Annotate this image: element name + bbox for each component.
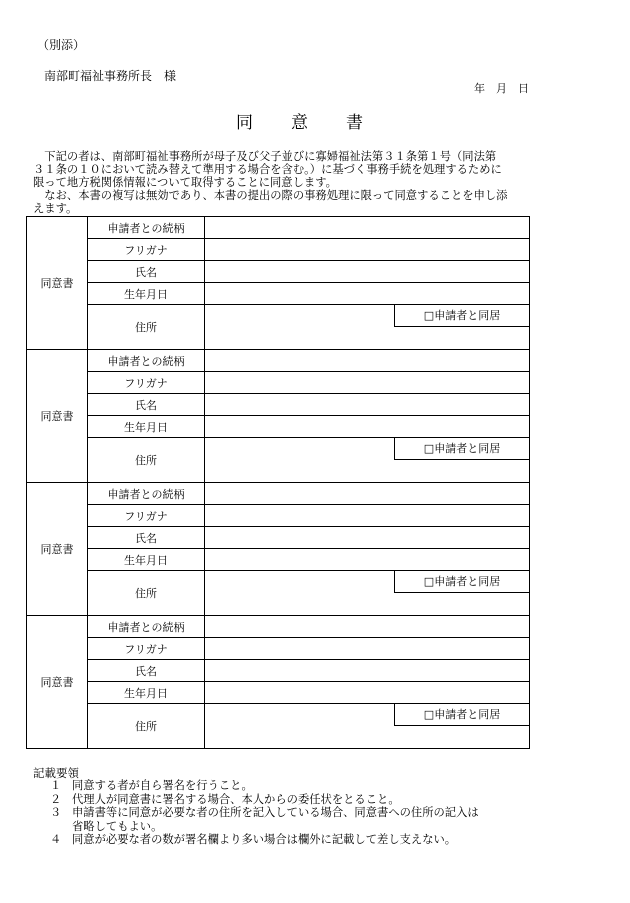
row-label-relationship: 申請者との続柄 — [88, 483, 205, 505]
page-title: 同意書 — [236, 113, 401, 133]
row-label-furigana: フリガナ — [88, 638, 205, 660]
field-address[interactable] — [205, 305, 530, 350]
note-text: 申請書等に同意が必要な者の住所を記入している場合、同意書への住所の記入は 省略してもよい。 — [72, 806, 479, 833]
group-label: 同意書 — [27, 217, 88, 350]
field-name[interactable] — [205, 394, 530, 416]
note-number: ４ — [50, 833, 62, 846]
field-name[interactable] — [205, 660, 530, 682]
row-label-name: 氏名 — [88, 527, 205, 549]
note-number: １ — [50, 779, 62, 792]
field-relationship[interactable] — [205, 483, 530, 505]
field-address[interactable] — [205, 571, 530, 616]
field-birthdate[interactable] — [205, 549, 530, 571]
field-relationship[interactable] — [205, 217, 530, 239]
row-label-birthdate: 生年月日 — [88, 283, 205, 305]
form-row-relationship — [27, 217, 530, 239]
form-row-furigana — [27, 372, 530, 394]
form-row-name — [27, 261, 530, 283]
row-label-name: 氏名 — [88, 394, 205, 416]
form-row-furigana — [27, 505, 530, 527]
form-row-birthdate — [27, 549, 530, 571]
group-label: 同意書 — [27, 483, 88, 616]
form-row-birthdate — [27, 416, 530, 438]
note-text: 代理人が同意書に署名する場合、本人からの委任状をとること。 — [72, 792, 400, 806]
field-relationship[interactable] — [205, 616, 530, 638]
form-row-name — [27, 527, 530, 549]
date-field: 年 月 日 — [474, 82, 529, 95]
form-row-furigana — [27, 638, 530, 660]
notes-list — [33, 779, 593, 847]
field-birthdate[interactable] — [205, 283, 530, 305]
row-label-furigana: フリガナ — [88, 239, 205, 261]
field-address[interactable] — [205, 704, 530, 749]
row-label-birthdate: 生年月日 — [88, 549, 205, 571]
form-row-relationship — [27, 483, 530, 505]
field-relationship[interactable] — [205, 350, 530, 372]
note-number: ３ — [50, 806, 62, 819]
form-row-name — [27, 660, 530, 682]
row-label-address: 住所 — [88, 704, 205, 749]
field-furigana[interactable] — [205, 638, 530, 660]
field-address[interactable] — [205, 438, 530, 483]
field-birthdate[interactable] — [205, 682, 530, 704]
field-furigana[interactable] — [205, 372, 530, 394]
cohabit-checkbox[interactable]: □申請者と同居 — [394, 704, 529, 726]
row-label-furigana: フリガナ — [88, 372, 205, 394]
row-label-address: 住所 — [88, 571, 205, 616]
field-birthdate[interactable] — [205, 416, 530, 438]
note-item — [33, 806, 593, 833]
form-row-birthdate — [27, 283, 530, 305]
field-name[interactable] — [205, 261, 530, 283]
note-text: 同意が必要な者の数が署名欄より多い場合は欄外に記載して差し支えない。 — [72, 833, 457, 846]
cohabit-checkbox[interactable]: □申請者と同居 — [394, 438, 529, 460]
field-furigana[interactable] — [205, 239, 530, 261]
group-label: 同意書 — [27, 350, 88, 483]
field-name[interactable] — [205, 527, 530, 549]
form-row-address — [27, 438, 530, 483]
row-label-furigana: フリガナ — [88, 505, 205, 527]
note-text: 同意する者が自ら署名を行うこと。 — [72, 779, 253, 792]
form-row-birthdate — [27, 682, 530, 704]
row-label-address: 住所 — [88, 305, 205, 350]
consent-paragraph: 下記の者は、南部町福祉事務所が母子及び父子並びに寡婦福祉法第３１条第１号（同法第 ３１条の１０において読み替えて準用する場合を含む。）に基づく事務手続を処理するために 限って地方税関係情報について取得することに同意します。 なお、本書の複写は無効であり、本書の提出の際の事務処理に限って同意することを申し添 えます。 — [33, 150, 508, 215]
note-item — [33, 779, 593, 793]
form-row-furigana — [27, 239, 530, 261]
group-label: 同意書 — [27, 616, 88, 749]
row-label-birthdate: 生年月日 — [88, 682, 205, 704]
row-label-relationship: 申請者との続柄 — [88, 616, 205, 638]
row-label-relationship: 申請者との続柄 — [88, 217, 205, 239]
row-label-name: 氏名 — [88, 261, 205, 283]
form-row-address — [27, 704, 530, 749]
form-row-relationship — [27, 616, 530, 638]
row-label-name: 氏名 — [88, 660, 205, 682]
notes-title: 記載要領 — [33, 766, 79, 780]
note-item — [33, 833, 593, 847]
form-row-address — [27, 571, 530, 616]
addressee: 南部町福祉事務所長 様 — [44, 69, 177, 83]
form-row-address — [27, 305, 530, 350]
field-furigana[interactable] — [205, 505, 530, 527]
cohabit-checkbox[interactable]: □申請者と同居 — [394, 305, 529, 327]
consent-table — [26, 216, 530, 749]
form-row-relationship — [27, 350, 530, 372]
form-row-name — [27, 394, 530, 416]
row-label-relationship: 申請者との続柄 — [88, 350, 205, 372]
note-item — [33, 793, 593, 807]
note-number: ２ — [50, 792, 62, 806]
row-label-birthdate: 生年月日 — [88, 416, 205, 438]
annex-label: （別添） — [37, 38, 86, 52]
cohabit-checkbox[interactable]: □申請者と同居 — [394, 571, 529, 593]
row-label-address: 住所 — [88, 438, 205, 483]
